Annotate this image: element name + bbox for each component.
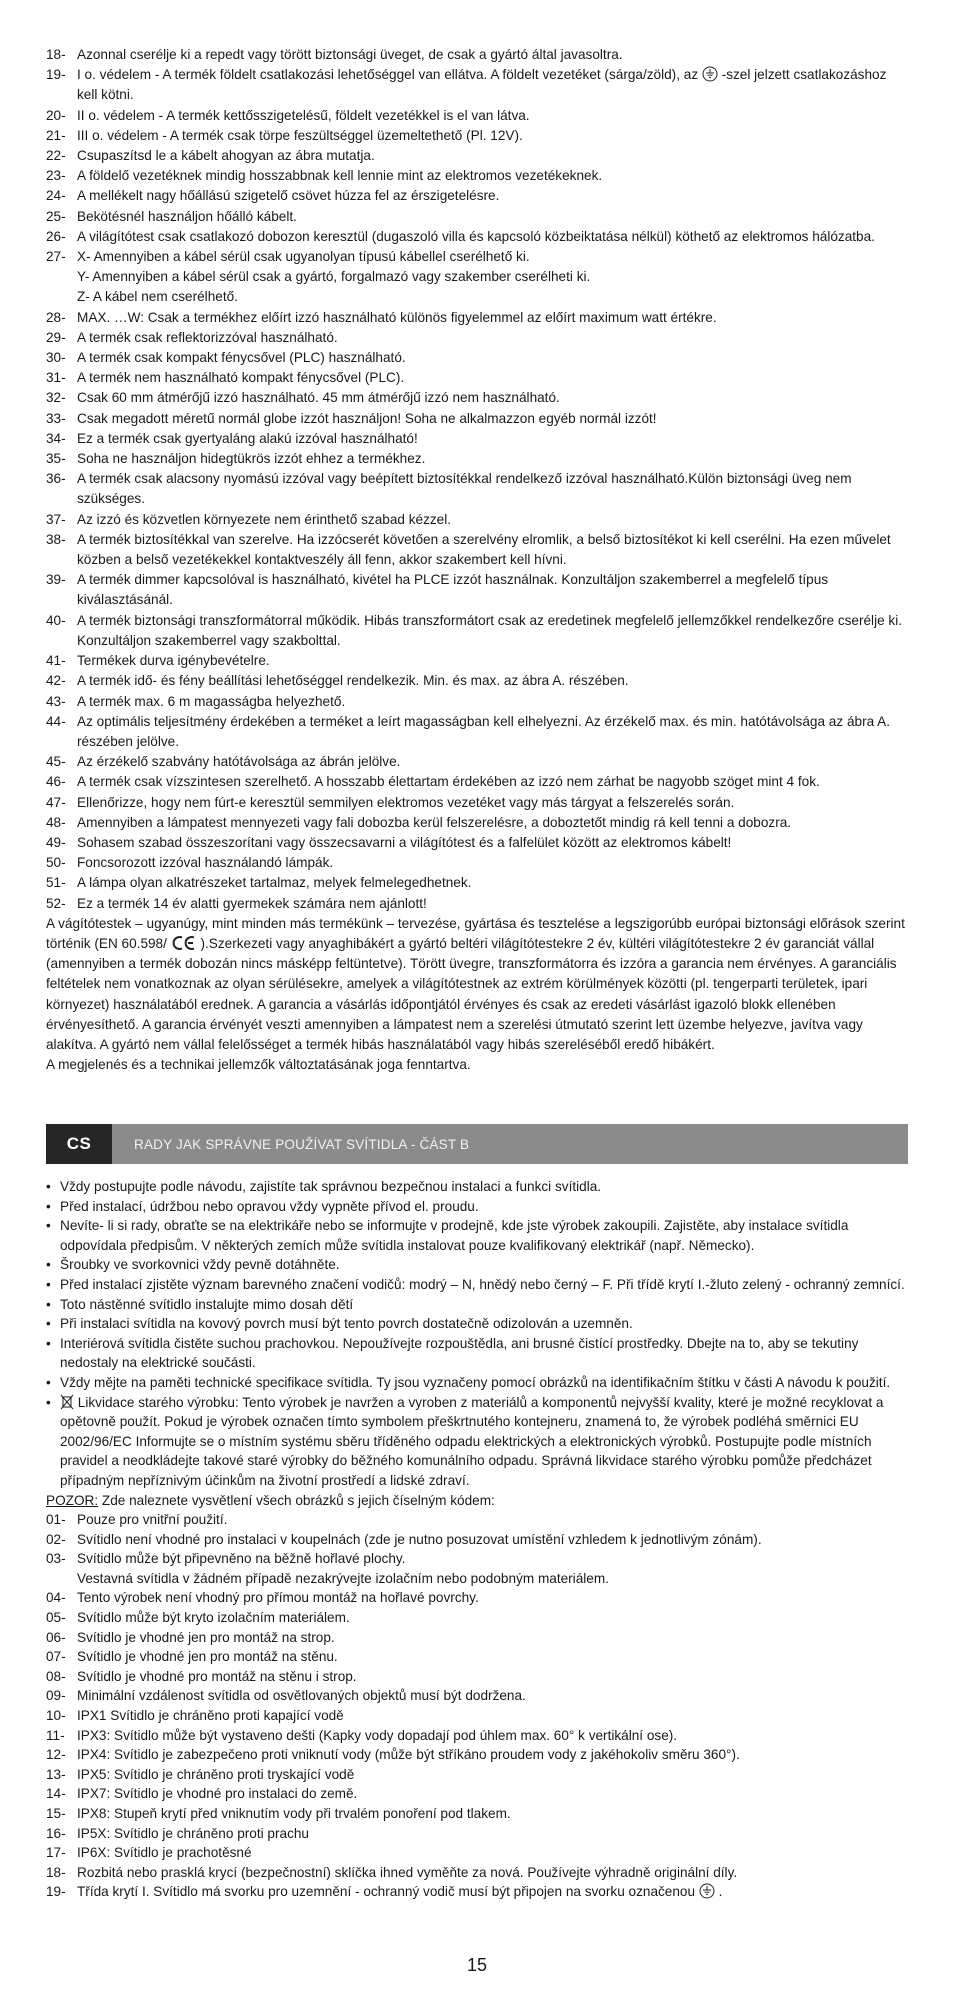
- item-number: 19-: [46, 1884, 66, 1900]
- item-number: 06-: [46, 1629, 66, 1645]
- bullet-marker: •: [46, 1179, 51, 1194]
- list-item: [46, 530, 908, 570]
- item-text: II o. védelem - A termék kettősszigetelésű, földelt vezetékkel is el van látva.: [77, 107, 530, 123]
- list-item: [46, 1686, 908, 1706]
- item-text: IPX8: Stupeň krytí před vniknutím vody při trvalém ponoření pod tlakem.: [77, 1806, 511, 1821]
- item-number: 38-: [46, 531, 66, 547]
- item-text: Csak megadott méretű normál globe izzót használjon! Soha ne alkalmazzon egyéb normál izzót!: [77, 410, 657, 426]
- bullet-item: [46, 1216, 908, 1255]
- item-text: Svítidlo je vhodné jen pro montáž na strop.: [77, 1629, 335, 1645]
- item-number: 33-: [46, 410, 66, 426]
- item-number: 24-: [46, 188, 66, 204]
- item-number: 09-: [46, 1688, 66, 1704]
- item-text: A termék dimmer kapcsolóval is használható, kivétel ha PLCE izzót használnak. Konzultáljon szakemberrel a megfelelő típus kiválasztásánál.: [77, 572, 829, 608]
- item-number: 48-: [46, 814, 66, 830]
- list-item: [46, 106, 908, 126]
- item-text: A termék biztonsági transzformátorral működik. Hibás transzformátort csak az eredetinek megfelelő jellemzőkkel rendelkezőre cserélje ki. Konzultáljon szakemberrel vagy szakbolttal.: [77, 612, 903, 648]
- list-item: [46, 611, 908, 651]
- list-item: [46, 510, 908, 530]
- note-text: Zde naleznete vysvětlení všech obrázků s jejich číselným kódem:: [98, 1492, 495, 1508]
- item-text: Termékek durva igénybevételre.: [77, 653, 270, 669]
- list-item: [46, 328, 908, 348]
- item-text: Minimální vzdálenost svítidla od osvětlovaných objektů musí být dodržena.: [77, 1688, 526, 1704]
- item-text: Svítidlo může být připevněno na běžně hořlavé plochy.: [77, 1551, 406, 1567]
- item-number: 14-: [46, 1786, 66, 1802]
- item-text: Rozbitá nebo prasklá krycí (bezpečnostní) sklíčka ihned vyměňte za nová. Používejte výhradně originální díly.: [77, 1864, 738, 1880]
- item-text-before: I o. védelem - A termék földelt csatlakozási lehetőséggel van ellátva. A földelt vezetéket (sárga/zöld), az: [77, 67, 699, 83]
- item-number: 47-: [46, 794, 66, 810]
- list-item: [46, 227, 908, 247]
- item-number: 44-: [46, 713, 66, 729]
- item-number: 12-: [46, 1747, 66, 1763]
- cable-option-z: Z- A kábel nem cserélhető.: [77, 289, 238, 305]
- bullet-text: Nevíte- li si rady, obraťte se na elektrikáře nebo se informujte v prodejně, kde jste výrobek zakoupili. Zajistěte, aby instalace svítidla odpovídala předpisům. V některých zemích může svítidla instalovat pouze kvalifikovaný elektrikář (např. Německo).: [60, 1218, 849, 1253]
- item-number: 32-: [46, 390, 66, 406]
- item-number: 17-: [46, 1845, 66, 1861]
- item-text: Az izzó és közvetlen környezete nem érinthető szabad kézzel.: [77, 511, 452, 527]
- weee-text: Likvidace starého výrobku: Tento výrobek je navržen a vyroben z materiálů a komponentů nejvyšší kvality, které je možné recyklovat a opětovně použít. Pokud je výrobek označen tímto symbolem přeškrtnutého kontejneru, znamená to, že výrobek podléhá směrnici EU 2002/96/EC Informujte se o místním systému sběru tříděného odpadu elektrických a elektronických výrobků. Postupujte podle místních pravidel a neodkládejte takové staré výrobky do běžného komunálního odpadu. Správná likvidace starého výrobku pomůže předcházet případným nepříznivým účinkům na životní prostředí a lidské zdraví.: [60, 1394, 884, 1488]
- list-item: [46, 1706, 908, 1726]
- bullet-marker: •: [46, 1276, 51, 1292]
- item-number: 15-: [46, 1806, 66, 1821]
- list-item: [46, 1804, 908, 1824]
- item-text: Svítidlo je vhodné pro montáž na stěnu i strop.: [77, 1668, 357, 1684]
- item-text: IPX1 Svítidlo je chráněno proti kapající vodě: [77, 1708, 344, 1724]
- bullet-item: [46, 1177, 908, 1197]
- item-text: A földelő vezetéknek mindig hosszabbnak kell lennie mint az elektromos vezetékeknek.: [77, 168, 603, 184]
- item-number: 51-: [46, 875, 66, 891]
- ce-mark-icon: [171, 935, 197, 951]
- list-item: [46, 348, 908, 368]
- item-number: 41-: [46, 653, 66, 669]
- page-number: 15: [466, 1955, 488, 1975]
- bullet-marker: •: [46, 1335, 51, 1351]
- list-item: [46, 449, 908, 469]
- list-item: [46, 1647, 908, 1667]
- item-number: 01-: [46, 1512, 66, 1528]
- list-item: [46, 308, 908, 328]
- item-number: 07-: [46, 1649, 66, 1665]
- rights-reserved: A megjelenés és a technikai jellemzők változtatásának joga fenntartva.: [46, 1057, 471, 1073]
- item-number: 52-: [46, 895, 66, 911]
- list-item: [46, 1824, 908, 1844]
- ground-symbol-icon: [702, 66, 718, 82]
- list-item: [46, 772, 908, 792]
- item-text-before: Třída krytí I. Svítidlo má svorku pro uzemnění - ochranný vodič musí být připojen na svorku označenou: [77, 1884, 696, 1900]
- item-number: 45-: [46, 754, 66, 770]
- item-number: 11-: [46, 1727, 65, 1743]
- note-label: POZOR:: [46, 1492, 99, 1508]
- item-text: A mellékelt nagy hőállású szigetelő csövet húzza fel az érszigetelésre.: [77, 188, 500, 204]
- list-item: [46, 429, 908, 449]
- item-number: 22-: [46, 148, 66, 164]
- list-item: [46, 1510, 908, 1530]
- list-item: [46, 570, 908, 610]
- item-text: Azonnal cserélje ki a repedt vagy törött biztonsági üveget, de csak a gyártó által javasoltra.: [77, 47, 623, 62]
- bullet-marker: •: [46, 1394, 51, 1410]
- item-text: Az érzékelő szabvány hatótávolsága az ábrán jelölve.: [77, 754, 401, 770]
- bullet-text: Před instalací zjistěte význam barevného značení vodičů: modrý – N, hnědý nebo černý – F. Při třídě krytí I.-žluto zelený - ochranný zemnící.: [60, 1276, 905, 1292]
- list-item: [46, 873, 908, 893]
- item-text: IPX4: Svítidlo je zabezpečeno proti vniknutí vody (může být stříkáno proudem vody z jakéhokoliv směru 360°).: [77, 1747, 740, 1763]
- list-item: [46, 247, 908, 308]
- item-text: A termék csak reflektorizzóval használható.: [77, 329, 338, 345]
- language-badge: CS: [46, 1124, 112, 1164]
- item-number: 04-: [46, 1590, 66, 1606]
- item-text: Svítidlo je vhodné jen pro montáž na stěnu.: [77, 1649, 338, 1665]
- crossed-bin-icon: [60, 1394, 74, 1410]
- bullet-text: Šroubky ve svorkovnici vždy pevně dotáhněte.: [60, 1257, 340, 1273]
- item-number: 31-: [46, 370, 66, 386]
- item-text: Svítidlo může být kryto izolačním materiálem.: [77, 1610, 350, 1626]
- list-item: [46, 1628, 908, 1648]
- list-item: [46, 1726, 908, 1746]
- item-number: 42-: [46, 673, 66, 689]
- hu-section: [46, 45, 908, 1075]
- list-item: [46, 813, 908, 833]
- item-text: Ez a termék 14 év alatti gyermekek számára nem ajánlott!: [77, 895, 427, 911]
- list-item: [46, 1588, 908, 1608]
- list-item: [46, 651, 908, 671]
- item-number: 18-: [46, 1864, 66, 1880]
- list-item: [46, 1745, 908, 1765]
- item-text: A termék csak vízszintesen szerelhető. A hosszabb élettartam érdekében az izzó nem zárhat be nagyobb szöget mint 4 fok.: [77, 774, 820, 790]
- note-line: [46, 1491, 908, 1511]
- list-item: [46, 1569, 908, 1589]
- item-number: 23-: [46, 168, 66, 184]
- bullet-text: Interiérová svítidla čistěte suchou prachovkou. Nepoužívejte rozpouštědla, ani brusné čistící prostředky. Dbejte na to, aby se tekutiny nedostaly na elektrické součásti.: [60, 1335, 859, 1371]
- item-text: Svítidlo není vhodné pro instalaci v koupelnách (zde je nutno posuzovat umístění vzhledem k jednotlivým zónám).: [77, 1531, 762, 1547]
- item-number: 27-: [46, 249, 66, 265]
- item-number: 20-: [46, 107, 66, 123]
- item-text: IP5X: Svítidlo je chráněno proti prachu: [77, 1825, 309, 1841]
- list-item: [46, 1882, 908, 1902]
- item-number: 40-: [46, 612, 66, 628]
- item-number: 34-: [46, 430, 66, 446]
- cable-option-y: Y- Amennyiben a kábel sérül csak a gyártó, forgalmazó vagy szakember cserélheti ki.: [77, 269, 591, 285]
- item-text: IPX3: Svítidlo může být vystaveno dešti (Kapky vody dopadají pod úhlem max. 60° k vertikální ose).: [77, 1727, 678, 1743]
- ground-symbol-icon: [699, 1883, 715, 1899]
- list-item: [46, 894, 908, 914]
- item-text: A világítótest csak csatlakozó dobozon keresztül (dugaszoló villa és kapcsoló közbeiktatása nélkül) köthető az elektromos hálózatba.: [77, 228, 875, 244]
- bullet-marker: •: [46, 1374, 51, 1390]
- list-item: [46, 1530, 908, 1550]
- list-item: [46, 671, 908, 691]
- warranty-paragraph: [46, 914, 908, 1055]
- item-text: Soha ne használjon hidegtükrös izzót ehhez a termékhez.: [77, 451, 426, 467]
- item-number: 50-: [46, 855, 66, 871]
- list-item: [46, 469, 908, 509]
- list-item: [46, 186, 908, 206]
- item-number: 39-: [46, 572, 66, 588]
- item-text: IP6X: Svítidlo je prachotěsné: [77, 1845, 252, 1861]
- item-number: 43-: [46, 693, 66, 709]
- bullet-item: [46, 1295, 908, 1315]
- item-number: 26-: [46, 228, 66, 244]
- list-item: [46, 1863, 908, 1883]
- item-number: 25-: [46, 208, 66, 224]
- item-number: 02-: [46, 1531, 66, 1547]
- item-text: Vestavná svítidla v žádném případě nezakrývejte izolačním nebo podobným materiálem.: [77, 1570, 609, 1586]
- item-number: 13-: [46, 1766, 66, 1782]
- item-number: 16-: [46, 1825, 66, 1841]
- item-text: A termék idő- és fény beállítási lehetőséggel rendelkezik. Min. és max. az ábra A. részében.: [77, 673, 629, 689]
- list-item: [46, 793, 908, 813]
- item-text: A termék max. 6 m magasságba helyezhető.: [77, 693, 346, 709]
- list-item: [46, 146, 908, 166]
- list-item: [46, 207, 908, 227]
- bullet-text: Toto nástěnné svítidlo instalujte mimo dosah dětí: [60, 1296, 354, 1312]
- item-text: Sohasem szabad összeszorítani vagy összecsavarni a világítótest és a falfelület között az elektromos kábelt!: [77, 834, 732, 850]
- item-text-after: -szel jelzett csatlakozáshoz kell kötni.: [77, 67, 887, 103]
- bullet-text: Vždy postupujte podle návodu, zajistíte tak správnou bezpečnou instalaci a funkci svítidla.: [60, 1179, 602, 1194]
- item-text: III o. védelem - A termék csak törpe feszültséggel üzemeltethető (Pl. 12V).: [77, 127, 523, 143]
- bullet-item: [46, 1393, 908, 1491]
- list-item: [46, 45, 908, 65]
- item-text: Csak 60 mm átmérőjű izzó használható. 45 mm átmérőjű izzó nem használható.: [77, 390, 560, 406]
- cable-option-x: X- Amennyiben a kábel sérül csak ugyanolyan típusú kábellel cserélhető ki.: [77, 249, 530, 265]
- item-number: 03-: [46, 1551, 66, 1567]
- warranty-text-after: ).Szerkezeti vagy anyaghibákért a gyártó beltéri világítótestekre 2 év, kültéri világítótestekre 2 év garanciát vállal (amennyiben a termék dobozán nincs másképp feltüntetve). Törött üvegre, transzformátorra és izzóra a garancia nem érvényes. A garanciális feltételek nem vonatkoznak az olyan sérülésekre, amelyek a világítótestnek az extrém körülmények közötti (pl. tengerparti területek, ipari környezet) használatából erednek. A garancia a vásárlás időpontjától érvényes és csak az eredeti vásárlást igazoló blokk ellenében érvényesíthető. A garancia érvényét veszti amennyiben a lámpatest nem a szerelési útmutató szerint lett üzembe helyezve, javítva vagy alakítva. A gyártó nem vállal felelősséget a termék hibás használatából vagy hibás szereléséből eredő hibákért.: [46, 935, 897, 1052]
- item-text: Tento výrobek není vhodný pro přímou montáž na hořlavé povrchy.: [77, 1590, 479, 1606]
- list-item: [46, 853, 908, 873]
- bullet-item: [46, 1255, 908, 1275]
- item-text: Az optimális teljesítmény érdekében a terméket a leírt magasságban kell elhelyezni. Az érzékelő max. és min. hatótávolsága az ábra A. részében jelölve.: [77, 713, 891, 749]
- item-text: Ellenőrizze, hogy nem fúrt-e keresztül semmilyen elektromos vezetéket vagy más tárgyat a felszerelés során.: [77, 794, 735, 810]
- item-number: 35-: [46, 451, 66, 467]
- list-item: [46, 1843, 908, 1863]
- item-number: 19-: [46, 67, 66, 83]
- bullet-marker: •: [46, 1218, 51, 1234]
- item-number: 37-: [46, 511, 66, 527]
- item-text: [77, 65, 908, 105]
- list-item: [46, 65, 908, 105]
- bullet-item: [46, 1275, 908, 1295]
- bullet-item: [46, 1314, 908, 1334]
- item-text: A termék biztosítékkal van szerelve. Ha izzócserét követően a szerelvény elromlik, a belső biztosítékot ki kell cserélni. Ha ezen művelet közben a belső vezetékekkel kontaktveszély áll fenn, akkor szakembert kell hívni.: [77, 531, 891, 568]
- section-header-cs: [46, 1124, 908, 1164]
- item-number: 46-: [46, 774, 66, 790]
- item-number: 18-: [46, 47, 66, 62]
- list-item: [46, 1784, 908, 1804]
- item-number: 05-: [46, 1610, 66, 1626]
- list-item: [46, 1608, 908, 1628]
- item-text: Foncsorozott izzóval használandó lámpák.: [77, 855, 334, 871]
- list-item: [46, 1765, 908, 1785]
- list-item: [46, 752, 908, 772]
- item-number: 49-: [46, 834, 66, 850]
- list-item: [46, 692, 908, 712]
- item-text: A termék csak kompakt fénycsővel (PLC) használható.: [77, 350, 406, 366]
- list-item: [46, 368, 908, 388]
- bullet-item: [46, 1373, 908, 1393]
- section-title: RADY JAK SPRÁVNE POUŽÍVAT SVÍTIDLA - ČÁST B: [134, 1136, 470, 1152]
- list-item: [46, 126, 908, 146]
- item-number: 21-: [46, 127, 66, 143]
- bullet-item: [46, 1334, 908, 1373]
- item-text: Ez a termék csak gyertyaláng alakú izzóval használható!: [77, 430, 418, 446]
- list-item: [46, 1667, 908, 1687]
- bullet-marker: •: [46, 1198, 51, 1214]
- bullet-marker: •: [46, 1257, 51, 1273]
- item-text: Pouze pro vnitřní použití.: [77, 1512, 228, 1528]
- warranty-text-before: A vágítótestek – ugyanúgy, mint minden más termékünk – tervezése, gyártása és tesztelése a legszigorúbb európai biztonsági előrások szerint történik (EN 60.598/: [46, 915, 905, 951]
- item-number: [46, 1569, 77, 1589]
- bullet-marker: •: [46, 1316, 51, 1332]
- list-item: [46, 166, 908, 186]
- item-text-after: .: [718, 1884, 723, 1900]
- item-text: IPX5: Svítidlo je chráněno proti tryskající vodě: [77, 1766, 355, 1782]
- item-text: A termék csak alacsony nyomású izzóval vagy beépített biztosítékkal rendelkező izzóval használható.Külön biztonsági üveg nem szükséges.: [77, 471, 852, 507]
- item-text: A termék nem használható kompakt fénycsővel (PLC).: [77, 370, 405, 386]
- item-number: 08-: [46, 1668, 66, 1684]
- list-item: [46, 712, 908, 752]
- bullet-text: Vždy mějte na paměti technické specifikace svítidla. Ty jsou vyznačeny pomocí obrázků na identifikačním štítku v části A návodu k použití.: [60, 1374, 891, 1390]
- bullet-item: [46, 1197, 908, 1217]
- item-text: Bekötésnél használjon hőálló kábelt.: [77, 208, 297, 224]
- item-number: 36-: [46, 471, 66, 487]
- item-text: [77, 247, 908, 308]
- list-item: [46, 833, 908, 853]
- bullet-text: Před instalací, údržbou nebo opravou vždy vypněte přívod el. proudu.: [60, 1198, 479, 1214]
- item-text: A lámpa olyan alkatrészeket tartalmaz, melyek felmelegedhetnek.: [77, 875, 472, 891]
- bullet-marker: •: [46, 1296, 51, 1312]
- bullet-text: Při instalaci svítidla na kovový povrch musí být tento povrch dostatečně odizolován a uzemněn.: [60, 1316, 633, 1332]
- item-text: Csupaszítsd le a kábelt ahogyan az ábra mutatja.: [77, 148, 375, 164]
- list-item: [46, 1549, 908, 1569]
- list-item: [46, 388, 908, 408]
- cz-section: [46, 1177, 908, 1902]
- item-number: 29-: [46, 329, 66, 345]
- item-text: IPX7: Svítidlo je vhodné pro instalaci do země.: [77, 1786, 358, 1802]
- list-item: [46, 409, 908, 429]
- item-text: Amennyiben a lámpatest mennyezeti vagy fali dobozba kerül felszerelésre, a doboztetőt mindig rá kell tenni a dobozra.: [77, 814, 792, 830]
- item-number: 28-: [46, 309, 66, 325]
- item-text: MAX. …W: Csak a termékhez előírt izzó használható különös figyelemmel az előírt maximum watt értékre.: [77, 309, 717, 325]
- item-number: 10-: [46, 1708, 66, 1724]
- item-number: 30-: [46, 350, 66, 366]
